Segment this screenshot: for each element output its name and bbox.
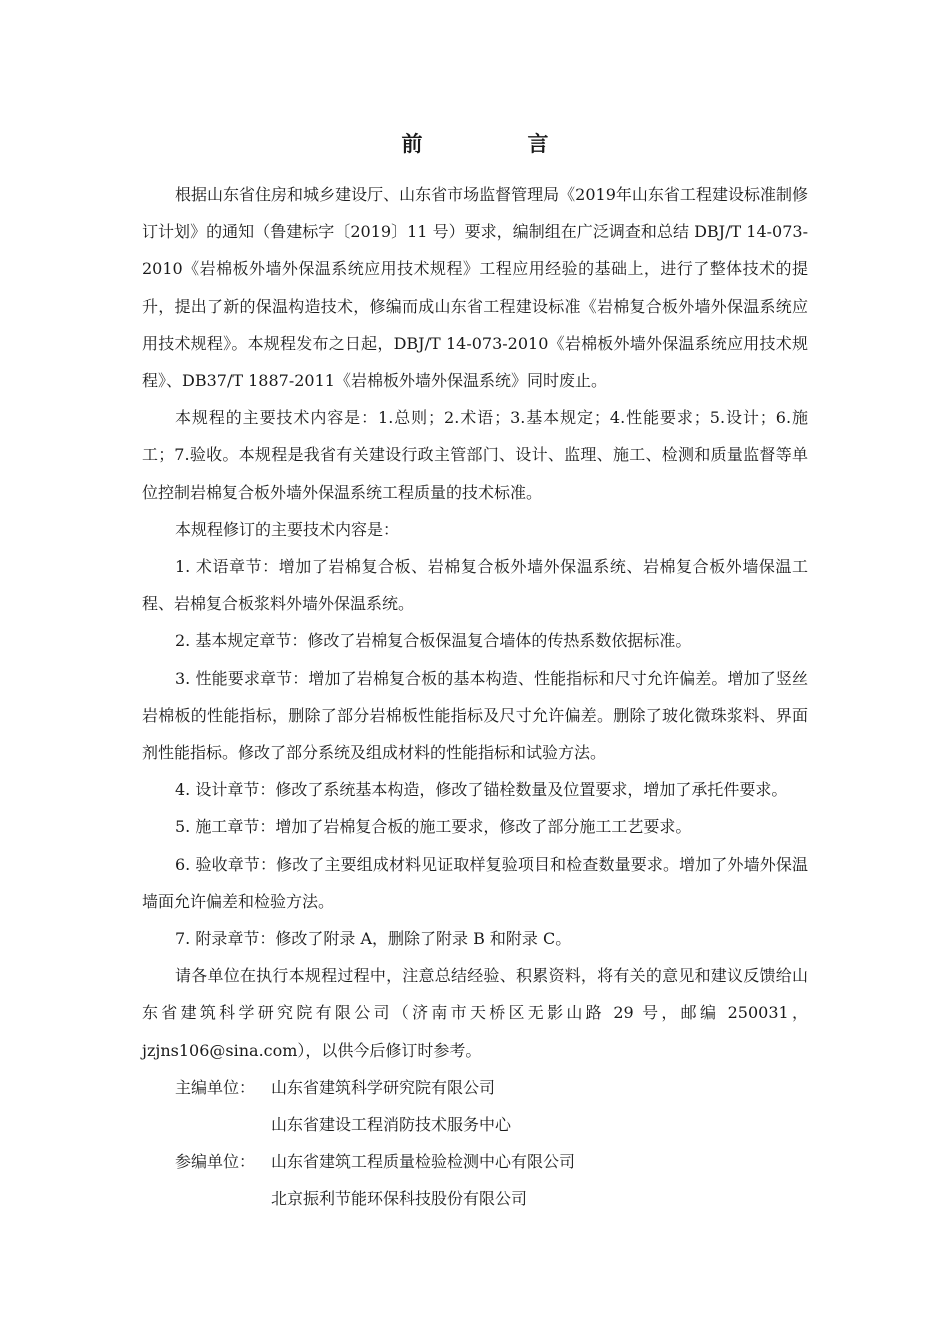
main-content-paragraph: 本规程的主要技术内容是：1.总则；2.术语；3.基本规定；4.性能要求；5.设计；6.施工；7.验收。本规程是我省有关建设行政主管部门、设计、监理、施工、检测和质量监督等单位控制岩棉复合板外墙外保温系统工程质量的技术标准。 <box>142 408 808 502</box>
revision-item: 2. 基本规定章节：修改了岩棉复合板保温复合墙体的传热系数依据标准。 <box>175 631 692 651</box>
chief-unit-name: 山东省建筑科学研究院有限公司 <box>271 1077 496 1097</box>
revision-item: 6. 验收章节：修改了主要组成材料见证取样复验项目和检查数量要求。增加了外墙外保温墙面允许偏差和检验方法。 <box>142 854 808 911</box>
chief-units-label: 主编单位： <box>175 1077 256 1097</box>
participating-units-label: 参编单位： <box>175 1152 256 1172</box>
revision-item: 3. 性能要求章节：增加了岩棉复合板的基本构造、性能指标和尺寸允许偏差。增加了竖丝岩棉板的性能指标，删除了部分岩棉板性能指标及尺寸允许偏差。删除了玻化微珠浆料、界面剂性能指标。修改了部分系统及组成材料的性能指标和试验方法。 <box>142 668 808 763</box>
revision-list <box>142 548 808 957</box>
chief-unit-name: 山东省建设工程消防技术服务中心 <box>271 1115 512 1135</box>
revision-intro: 本规程修订的主要技术内容是： <box>175 519 400 539</box>
participating-unit-name: 山东省建筑工程质量检验检测中心有限公司 <box>271 1152 576 1172</box>
revision-item: 5. 施工章节：增加了岩棉复合板的施工要求，修改了部分施工工艺要求。 <box>175 817 692 837</box>
participating-units <box>142 1143 808 1217</box>
revision-item: 7. 附录章节：修改了附录 A，删除了附录 B 和附录 C。 <box>175 929 572 949</box>
participating-units-list <box>271 1143 808 1217</box>
revision-item: 1. 术语章节：增加了岩棉复合板、岩棉复合板外墙外保温系统、岩棉复合板外墙保温工程、岩棉复合板浆料外墙外保温系统。 <box>142 557 808 614</box>
contact-paragraph: 请各单位在执行本规程过程中，注意总结经验、积累资料，将有关的意见和建议反馈给山东省建筑科学研究院有限公司（济南市天桥区无影山路 29 号，邮编 250031，jzjns106@sina.com），以供今后修订时参考。 <box>142 966 808 1060</box>
page-title: 前 言 <box>401 131 591 156</box>
preface-body <box>142 176 808 1218</box>
intro-paragraph: 根据山东省住房和城乡建设厅、山东省市场监督管理局《2019年山东省工程建设标准制修订计划》的通知（鲁建标字〔2019〕11 号）要求，编制组在广泛调查和总结 DBJ/T 14-073-2010《岩棉板外墙外保温系统应用技术规程》工程应用经验的基础上，进行了整体技术的提升，提出了新的保温构造技术，修编而成山东省工程建设标准《岩棉复合板外墙外保温系统应用技术规程》。本规程发布之日起，DBJ/T 14-073-2010《岩棉板外墙外保温系统应用技术规程》、DB37/T 1887-2011《岩棉板外墙外保温系统》同时废止。 <box>142 185 808 391</box>
chief-units-list <box>271 1069 808 1143</box>
revision-item: 4. 设计章节：修改了系统基本构造，修改了锚栓数量及位置要求，增加了承托件要求。 <box>175 780 788 800</box>
participating-unit-name: 北京振利节能环保科技股份有限公司 <box>271 1189 528 1209</box>
chief-units <box>142 1069 808 1143</box>
